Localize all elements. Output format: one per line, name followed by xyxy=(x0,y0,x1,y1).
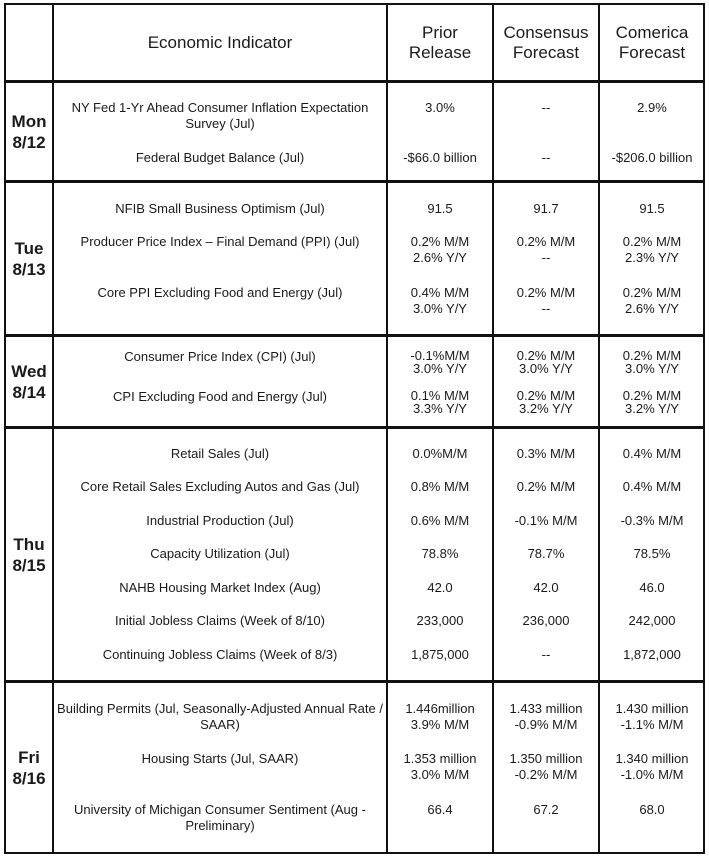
consensus-value-line1: 1.433 million xyxy=(509,701,583,716)
comerica-value xyxy=(600,285,704,317)
consensus-value: -0.1% M/M xyxy=(514,513,578,528)
prior-value xyxy=(388,751,492,783)
comerica-value: 0.4% M/M xyxy=(622,479,682,494)
consensus-value: -- xyxy=(541,100,551,115)
consensus-value-line2: -- xyxy=(541,250,551,265)
indicator-name: Capacity Utilization (Jul) xyxy=(150,546,290,561)
comerica-value: 68.0 xyxy=(639,802,665,817)
row-divider xyxy=(4,334,705,337)
comerica-value-line1: 0.2% M/M xyxy=(622,285,682,300)
comerica-value xyxy=(600,701,704,733)
consensus-value-line1: 1.350 million xyxy=(509,751,583,766)
day-date: 8/13 xyxy=(12,259,46,279)
comerica-value-line1: 0.2% M/M xyxy=(622,234,682,249)
indicator-name: Federal Budget Balance (Jul) xyxy=(135,150,305,165)
prior-value: 0.8% M/M xyxy=(410,479,470,494)
header-consensus xyxy=(494,5,598,81)
consensus-value-line1: 0.2% M/M xyxy=(516,285,576,300)
comerica-value xyxy=(600,349,704,375)
prior-value: 0.0%M/M xyxy=(412,446,468,461)
comerica-value: 1,872,000 xyxy=(623,647,681,662)
prior-value-line2: 2.6% Y/Y xyxy=(413,250,467,265)
day-name: Tue xyxy=(14,238,44,258)
consensus-value-line2: 3.0% Y/Y xyxy=(519,361,573,376)
comerica-value-line1: 0.2% M/M xyxy=(622,388,682,403)
prior-value-line1: 1.446million xyxy=(405,701,475,716)
prior-value-line2: 3.9% M/M xyxy=(410,717,470,732)
comerica-value: 78.5% xyxy=(633,546,671,561)
indicator-name: Producer Price Index – Final Demand (PPI) (Jul) xyxy=(80,234,360,249)
comerica-value: -$206.0 billion xyxy=(611,150,693,165)
indicator-name: NFIB Small Business Optimism (Jul) xyxy=(115,201,325,216)
consensus-value-line2: -- xyxy=(541,301,551,316)
day-name: Mon xyxy=(11,111,47,131)
consensus-value-line2: -0.2% M/M xyxy=(514,767,578,782)
consensus-value xyxy=(494,349,598,375)
comerica-value-line2: 2.3% Y/Y xyxy=(625,250,679,265)
prior-value-line2: 3.0% M/M xyxy=(410,767,470,782)
comerica-value xyxy=(600,234,704,266)
header-consensus-line1: Consensus xyxy=(503,23,589,42)
prior-value: 78.8% xyxy=(421,546,459,561)
consensus-value xyxy=(494,701,598,733)
prior-value: -$66.0 billion xyxy=(403,150,477,165)
consensus-value-line1: 0.2% M/M xyxy=(516,234,576,249)
day-name: Thu xyxy=(13,534,45,554)
day-name: Fri xyxy=(18,747,40,767)
row-divider xyxy=(4,680,705,683)
prior-value-line2: 3.0% Y/Y xyxy=(413,361,467,376)
comerica-value: 0.4% M/M xyxy=(622,446,682,461)
consensus-value: 42.0 xyxy=(533,580,559,595)
consensus-value: 0.2% M/M xyxy=(516,479,576,494)
prior-value: 66.4 xyxy=(427,802,453,817)
prior-value: 91.5 xyxy=(427,201,453,216)
consensus-value: 78.7% xyxy=(527,546,565,561)
prior-value: 3.0% xyxy=(425,100,455,115)
prior-value-line2: 3.3% Y/Y xyxy=(413,401,467,416)
comerica-value-line1: 1.430 million xyxy=(615,701,689,716)
consensus-value-line1: 0.2% M/M xyxy=(516,348,576,363)
row-divider xyxy=(4,180,705,183)
comerica-value-line2: 3.0% Y/Y xyxy=(625,361,679,376)
consensus-value: 91.7 xyxy=(533,201,559,216)
prior-value xyxy=(388,234,492,266)
indicator-name: Building Permits (Jul, Seasonally-Adjusted Annual Rate / SAAR) xyxy=(57,701,383,732)
consensus-value xyxy=(494,389,598,415)
indicator-name: Consumer Price Index (CPI) (Jul) xyxy=(124,349,316,364)
header-consensus-line2: Forecast xyxy=(512,43,580,62)
comerica-value: -0.3% M/M xyxy=(620,513,684,528)
consensus-value-line2: 3.2% Y/Y xyxy=(519,401,573,416)
prior-value xyxy=(388,701,492,733)
header-comerica-line1: Comerica xyxy=(615,23,689,42)
prior-value: 42.0 xyxy=(427,580,453,595)
comerica-value-line2: 3.2% Y/Y xyxy=(625,401,679,416)
indicator-name: Initial Jobless Claims (Week of 8/10) xyxy=(114,613,325,628)
indicator-name: Retail Sales (Jul) xyxy=(170,446,270,461)
indicator-name: NY Fed 1-Yr Ahead Consumer Inflation Expectation Survey (Jul) xyxy=(71,100,369,131)
day-date: 8/14 xyxy=(12,382,46,402)
consensus-value: 0.3% M/M xyxy=(516,446,576,461)
indicator-name: Continuing Jobless Claims (Week of 8/3) xyxy=(102,647,338,662)
comerica-value xyxy=(600,389,704,415)
header-prior-line1: Prior xyxy=(422,23,458,42)
comerica-value: 242,000 xyxy=(628,613,676,628)
indicator-name: University of Michigan Consumer Sentiment (Aug - Preliminary) xyxy=(74,802,366,833)
header-comerica xyxy=(600,5,704,81)
indicator-name: Core Retail Sales Excluding Autos and Gas (Jul) xyxy=(80,479,360,494)
consensus-value: 236,000 xyxy=(522,613,570,628)
header-indicator-label: Economic Indicator xyxy=(147,33,293,52)
prior-value-line1: 0.4% M/M xyxy=(410,285,470,300)
comerica-value-line2: 2.6% Y/Y xyxy=(625,301,679,316)
consensus-value: 67.2 xyxy=(533,802,559,817)
comerica-value-line2: -1.0% M/M xyxy=(620,767,684,782)
comerica-value-line1: 1.340 million xyxy=(615,751,689,766)
prior-value-line2: 3.0% Y/Y xyxy=(413,301,467,316)
prior-value: 233,000 xyxy=(416,613,464,628)
day-name: Wed xyxy=(11,361,47,381)
header-indicator xyxy=(54,5,386,81)
day-date: 8/16 xyxy=(12,768,46,788)
consensus-value xyxy=(494,751,598,783)
day-label-thu xyxy=(6,429,52,680)
indicator-name: Industrial Production (Jul) xyxy=(146,513,294,528)
comerica-value: 2.9% xyxy=(637,100,667,115)
consensus-value-line1: 0.2% M/M xyxy=(516,388,576,403)
comerica-value: 91.5 xyxy=(639,201,665,216)
indicator-name: Housing Starts (Jul, SAAR) xyxy=(141,751,299,766)
day-label-mon xyxy=(6,83,52,180)
consensus-value xyxy=(494,234,598,266)
consensus-value-line2: -0.9% M/M xyxy=(514,717,578,732)
prior-value xyxy=(388,349,492,375)
header-prior xyxy=(388,5,492,81)
consensus-value xyxy=(494,285,598,317)
indicator-name: CPI Excluding Food and Energy (Jul) xyxy=(113,389,327,404)
header-prior-line2: Release xyxy=(408,43,472,62)
prior-value: 1,875,000 xyxy=(411,647,469,662)
indicator-name: NAHB Housing Market Index (Aug) xyxy=(119,580,321,595)
prior-value-line1: 0.2% M/M xyxy=(410,234,470,249)
indicator-name: Core PPI Excluding Food and Energy (Jul) xyxy=(97,285,343,300)
day-date: 8/15 xyxy=(12,555,46,575)
day-label-fri xyxy=(6,683,52,852)
prior-value-line1: 0.1% M/M xyxy=(410,388,470,403)
row-divider xyxy=(4,426,705,429)
prior-value xyxy=(388,389,492,415)
prior-value-line1: 1.353 million xyxy=(403,751,477,766)
comerica-value-line2: -1.1% M/M xyxy=(620,717,684,732)
comerica-value-line1: 0.2% M/M xyxy=(622,348,682,363)
consensus-value: -- xyxy=(541,647,551,662)
comerica-value xyxy=(600,751,704,783)
day-label-tue xyxy=(6,183,52,334)
prior-value xyxy=(388,285,492,317)
prior-value: 0.6% M/M xyxy=(410,513,470,528)
header-comerica-line2: Forecast xyxy=(618,43,686,62)
prior-value-line1: -0.1%M/M xyxy=(410,348,470,363)
day-label-wed xyxy=(6,337,52,426)
day-date: 8/12 xyxy=(12,132,46,152)
consensus-value: -- xyxy=(541,150,551,165)
comerica-value: 46.0 xyxy=(639,580,665,595)
